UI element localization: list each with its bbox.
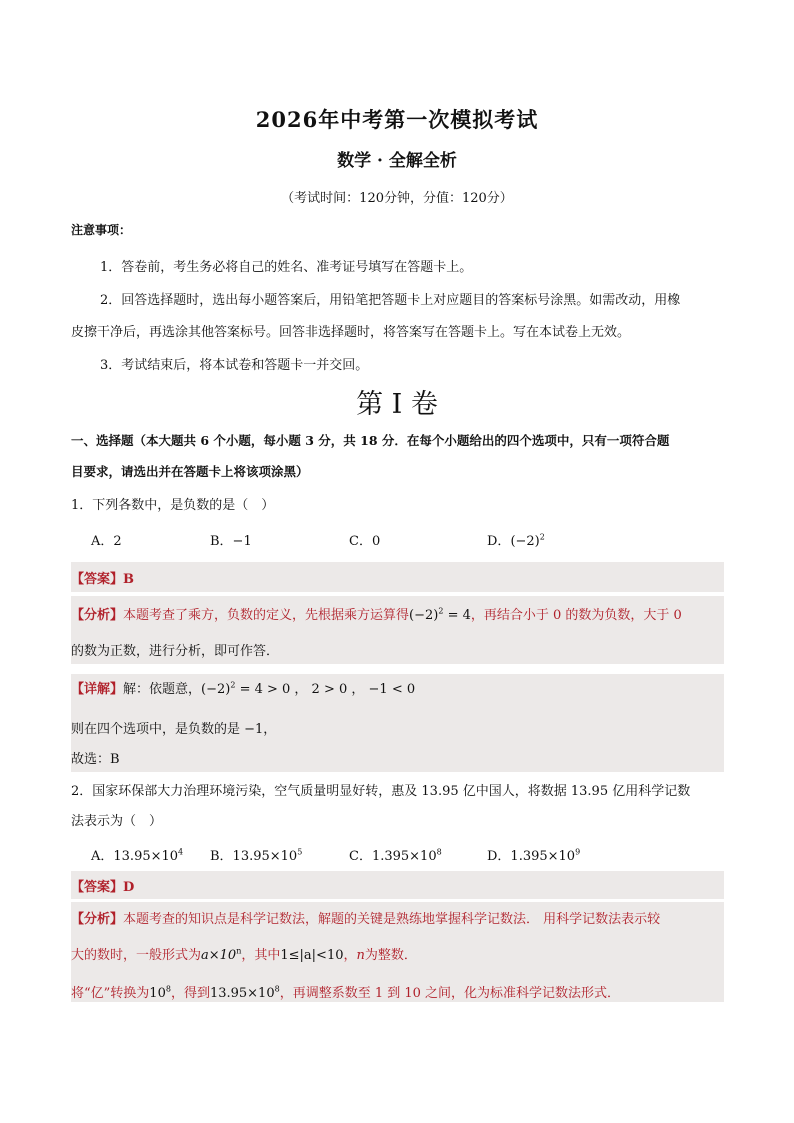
- question-1-option-d: D．$(-2)^2$: [487, 532, 545, 549]
- notice-item-1: 1．答卷前，考生务必将自己的姓名、准考证号填写在答题卡上。: [100, 260, 473, 275]
- question-1-stem: 1．下列各数中，是负数的是（ ）: [71, 498, 275, 513]
- notice-item-3: 3．考试结束后，将本试卷和答题卡一并交回。: [100, 358, 369, 373]
- question-2-answer: 【答案】D: [71, 880, 135, 895]
- question-1-option-c: C．0: [349, 534, 381, 549]
- notice-item-2-line-1: 2．回答选择题时，选出每小题答案后，用铅笔把答题卡上对应题目的答案标号涂黑。如需改动，用橡: [100, 293, 681, 308]
- question-1-option-a: A．2: [91, 534, 122, 549]
- section-instructions-line-1: 一、选择题（本大题共 6 个小题，每小题 3 分，共 18 分．在每个小题给出的四个选项中，只有一项符合题: [71, 433, 670, 448]
- answer-band-q2: [71, 871, 724, 899]
- page-subtitle: 数学 · 全解全析: [337, 151, 457, 171]
- question-2-option-b: B．$13.95\times 10^5$: [210, 847, 303, 864]
- question-2-stem-line-1: 2．国家环保部大力治理环境污染，空气质量明显好转，惠及 13.95 亿中国人，将数据 13.95 亿用科学记数: [71, 784, 691, 799]
- question-2-option-d: D．$1.395\times 10^9$: [487, 847, 581, 864]
- page-title: 2026年中考第一次模拟考试: [255, 107, 539, 132]
- question-1-detail-line-2: 则在四个选项中，是负数的是 −1，: [71, 722, 277, 737]
- section-instructions-line-2: 目要求，请选出并在答题卡上将该项涂黑）: [71, 464, 309, 479]
- question-2-option-a: A．$13.95\times 10^4$: [91, 847, 184, 864]
- question-1-detail-line-3: 故选：B: [71, 752, 120, 767]
- question-1-analysis-line-2: 的数为正数，进行分析，即可作答．: [71, 644, 280, 659]
- question-2-option-c: C．$1.395\times 10^8$: [349, 847, 442, 864]
- question-1-analysis-line-1: 【分析】本题考查了乘方，负数的定义，先根据乘方运算得$(-2)^2 = 4$，再结合小于 0 的数为负数，大于 0: [71, 606, 682, 623]
- question-2-analysis-line-3: 将“亿”转换为$10^8$，得到$13.95\times 10^8$，再调整系数至 1 到 10 之间，化为标准科学记数法形式．: [71, 984, 621, 1001]
- exam-info: （考试时间：120分钟，分值：120分）: [281, 191, 513, 206]
- question-2-analysis-line-2: 大的数时，一般形式为$a\times 10^n$，其中1≤|a|<10，n为整数．: [71, 946, 417, 963]
- notice-heading: 注意事项：: [71, 223, 132, 237]
- answer-band-q1: [71, 562, 724, 592]
- volume-title: 第 I 卷: [356, 389, 438, 420]
- question-1-detail-line-1: 【详解】解：依题意，$(-2)^2 = 4 > 0$ ， 2 > 0 ， −1 < 0: [71, 680, 416, 697]
- question-2-stem-line-2: 法表示为（ ）: [71, 814, 163, 829]
- question-1-option-b: B．−1: [210, 534, 252, 549]
- notice-item-2-line-2: 皮擦干净后，再选涂其他答案标号。回答非选择题时，将答案写在答题卡上。写在本试卷上无效。: [71, 325, 631, 340]
- question-2-analysis-line-1: 【分析】本题考查的知识点是科学记数法，解题的关键是熟练地掌握科学记数法． 用科学记数法表示较: [71, 912, 661, 927]
- question-1-answer: 【答案】B: [71, 572, 135, 587]
